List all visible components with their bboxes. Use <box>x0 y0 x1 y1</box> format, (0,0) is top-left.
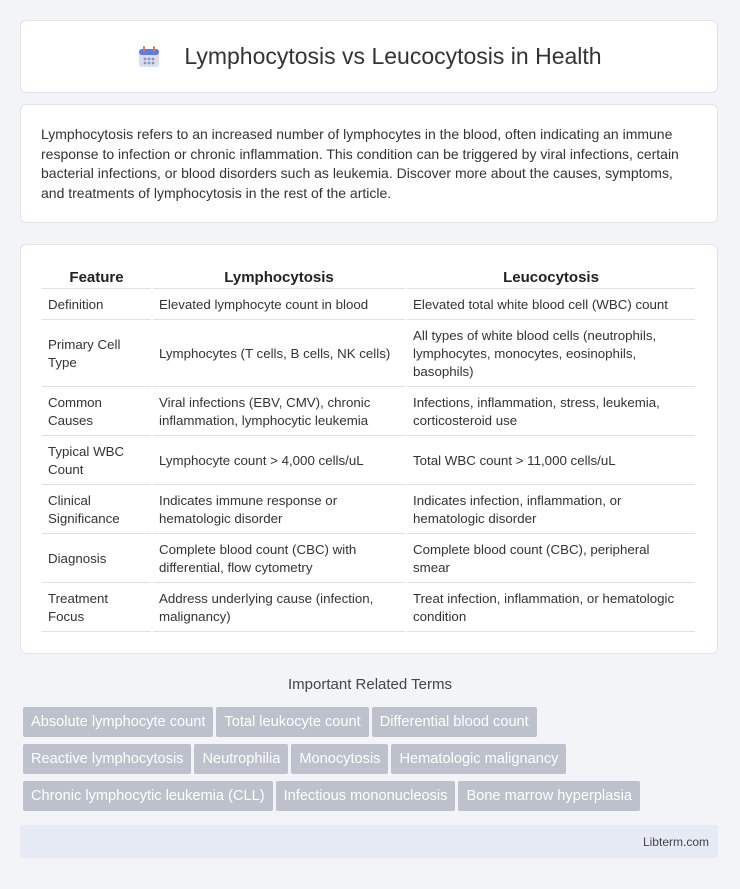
related-term-tag[interactable]: Absolute lymphocyte count <box>23 707 213 737</box>
related-term-tag[interactable]: Infectious mononucleosis <box>276 781 456 811</box>
table-cell: Elevated total white blood cell (WBC) count <box>407 291 695 320</box>
table-cell: Address underlying cause (infection, malignancy) <box>153 585 405 632</box>
table-cell: Common Causes <box>42 389 151 436</box>
related-terms-title: Important Related Terms <box>288 676 452 693</box>
related-term-tag[interactable]: Hematologic malignancy <box>391 744 566 774</box>
table-cell: Complete blood count (CBC) with differential, flow cytometry <box>153 536 405 583</box>
table-cell: Lymphocytes (T cells, B cells, NK cells) <box>153 322 405 387</box>
table-row <box>42 291 695 320</box>
comparison-card <box>20 244 718 654</box>
table-row <box>42 585 695 632</box>
table-row <box>42 322 695 387</box>
table-cell: Typical WBC Count <box>42 438 151 485</box>
table-cell: Diagnosis <box>42 536 151 583</box>
table-row <box>42 487 695 534</box>
related-term-tag[interactable]: Chronic lymphocytic leukemia (CLL) <box>23 781 273 811</box>
table-cell: Indicates infection, inflammation, or hematologic disorder <box>407 487 695 534</box>
table-cell: Complete blood count (CBC), peripheral smear <box>407 536 695 583</box>
table-cell: Treatment Focus <box>42 585 151 632</box>
page-title: Lymphocytosis vs Leucocytosis in Health <box>184 43 602 69</box>
footer-site-link[interactable]: Libterm.com <box>642 835 709 849</box>
related-term-tag[interactable]: Differential blood count <box>372 707 537 737</box>
table-header-row <box>42 267 695 289</box>
table-cell: Infections, inflammation, stress, leukemia, corticosteroid use <box>407 389 695 436</box>
calendar-icon <box>136 44 162 70</box>
table-cell: Indicates immune response or hematologic disorder <box>153 487 405 534</box>
table-cell: Primary Cell Type <box>42 322 151 387</box>
table-cell: Viral infections (EBV, CMV), chronic inflammation, lymphocytic leukemia <box>153 389 405 436</box>
intro-card <box>20 104 718 223</box>
footer <box>20 825 718 858</box>
table-row <box>42 536 695 583</box>
table-cell: Treat infection, inflammation, or hematologic condition <box>407 585 695 632</box>
header-feature: Feature <box>42 267 151 289</box>
related-term-tag[interactable]: Neutrophilia <box>194 744 288 774</box>
title-card <box>20 20 718 93</box>
related-terms-list <box>23 707 723 818</box>
related-term-tag[interactable]: Monocytosis <box>291 744 388 774</box>
comparison-table <box>40 265 697 634</box>
table-cell: Lymphocyte count > 4,000 cells/uL <box>153 438 405 485</box>
header-leucocytosis: Leucocytosis <box>407 267 695 289</box>
table-cell: Elevated lymphocyte count in blood <box>153 291 405 320</box>
table-cell: Clinical Significance <box>42 487 151 534</box>
related-term-tag[interactable]: Total leukocyte count <box>216 707 368 737</box>
table-cell: Definition <box>42 291 151 320</box>
intro-text: Lymphocytosis refers to an increased number of lymphocytes in the blood, often indicating an immune response to infection or chronic inflammation. This condition can be triggered by viral infections, certain bacterial infections, or blood disorders such as leukemia. Discover more about the causes, symptoms, and treatments of lymphocytosis in the rest of the article. <box>41 126 679 201</box>
table-row <box>42 438 695 485</box>
header-lymphocytosis: Lymphocytosis <box>153 267 405 289</box>
table-cell: All types of white blood cells (neutrophils, lymphocytes, monocytes, eosinophils, basophils) <box>407 322 695 387</box>
related-term-tag[interactable]: Reactive lymphocytosis <box>23 744 191 774</box>
table-cell: Total WBC count > 11,000 cells/uL <box>407 438 695 485</box>
table-row <box>42 389 695 436</box>
related-term-tag[interactable]: Bone marrow hyperplasia <box>458 781 639 811</box>
